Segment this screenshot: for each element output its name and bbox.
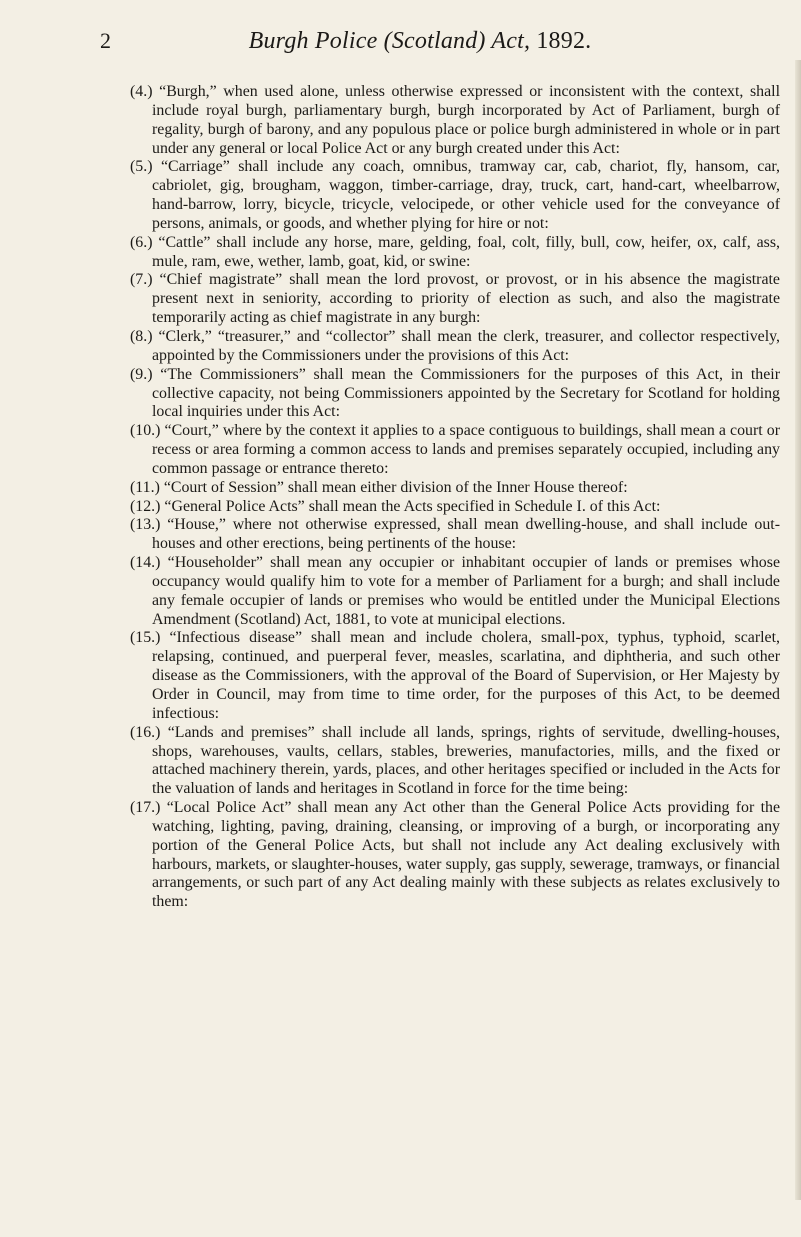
definition-chief-magistrate: (7.) “Chief magistrate” shall mean the lord provost, or provost, or in his absence the magistrate present next in seniority, according to priority of election as such, and also the magistrate temporarily acting as chief magistrate in any burgh: bbox=[130, 271, 780, 327]
definition-court: (10.) “Court,” where by the context it applies to a space contiguous to buildings, shall mean a court or recess or area forming a common access to lands and premises separately occupied, including any common passage or entrance thereto: bbox=[130, 422, 780, 477]
act-title: Burgh Police (Scotland) Act, bbox=[248, 28, 531, 54]
definition-householder: (14.) “Householder” shall mean any occupier or inhabitant occupier of lands or premises whose occupancy would qualify him to vote for a member of Parliament for a burgh; and shall include any female occupier of lands or premises who would be entitled under the Municipal Elections Amendment (Scotland) Act, 1881, to vote at municipal elections. bbox=[130, 554, 780, 628]
definition-burgh: (4.) “Burgh,” when used alone, unless otherwise expressed or inconsistent with the context, shall include royal burgh, parliamentary burgh, burgh incorporated by Act of Parliament, burgh of regality, burgh of barony, and any populous place or police burgh administered in whole or in part under any general or local Police Act or any burgh created under this Act: bbox=[130, 83, 780, 157]
definition-local-police-act: (17.) “Local Police Act” shall mean any Act other than the General Police Acts providing for the watching, lighting, paving, draining, cleansing, or improving of a burgh, or incorporating any portion of the General Police Acts, but shall not include any Act dealing exclusively with harbours, markets, or slaughter-houses, water supply, gas supply, sewerage, tramways, or financial arrangements, or such part of any Act dealing mainly with these subjects as relates exclusively to them: bbox=[130, 799, 780, 911]
definition-infectious-disease: (15.) “Infectious disease” shall mean and include cholera, small-pox, typhus, typhoid, scarlet, relapsing, continued, and puerperal fever, measles, scarlatina, and diphtheria, and such other disease as the Commissioners, with the approval of the Board of Supervision, or Her Majesty by Order in Council, may from time to time order, for the purposes of this Act, to be deemed infectious: bbox=[130, 629, 780, 722]
page-number: 2 bbox=[100, 28, 111, 53]
running-title bbox=[100, 28, 740, 55]
definitions-list bbox=[130, 83, 780, 912]
definition-general-police-acts: (12.) “General Police Acts” shall mean the Acts specified in Schedule I. of this Act: bbox=[130, 497, 661, 515]
definition-cattle: (6.) “Cattle” shall include any horse, mare, gelding, foal, colt, filly, bull, cow, heifer, ox, calf, ass, mule, ram, ewe, wether, lamb, goat, kid, or swine: bbox=[130, 233, 780, 270]
definition-house: (13.) “House,” where not otherwise expressed, shall mean dwelling-house, and shall include out-houses and other erections, being pertinents of the house: bbox=[130, 516, 780, 553]
definition-commissioners: (9.) “The Commissioners” shall mean the Commissioners for the purposes of this Act, in their collective capacity, not being Commissioners appointed by the Secretary for Scotland for holding local inquiries under this Act: bbox=[130, 365, 780, 421]
definition-carriage: (5.) “Carriage” shall include any coach, omnibus, tramway car, cab, chariot, fly, hansom, car, cabriolet, gig, brougham, waggon, timber-carriage, dray, truck, cart, hand-cart, wheelbarrow, hand-barrow, lorry, bicycle, tricycle, velocipede, or other vehicle used for the conveyance of persons, animals, or goods, and whether plying for hire or not: bbox=[130, 158, 780, 232]
definition-clerk: (8.) “Clerk,” “treasurer,” and “collector” shall mean the clerk, treasurer, and collector respectively, appointed by the Commissioners under the provisions of this Act: bbox=[130, 327, 780, 364]
running-header bbox=[100, 28, 740, 56]
definition-lands-and-premises: (16.) “Lands and premises” shall include all lands, springs, rights of servitude, dwelling-houses, shops, warehouses, vaults, cellars, stables, breweries, manufactories, mills, and the fixed or attached machinery therein, yards, places, and other heritages specified or included in the Acts for the valuation of lands and heritages in Scotland in force for the time being: bbox=[130, 723, 780, 798]
page-edge-shadow bbox=[795, 60, 801, 1200]
definition-court-of-session: (11.) “Court of Session” shall mean either division of the Inner House thereof: bbox=[130, 478, 628, 496]
act-year: 1892. bbox=[536, 28, 592, 54]
